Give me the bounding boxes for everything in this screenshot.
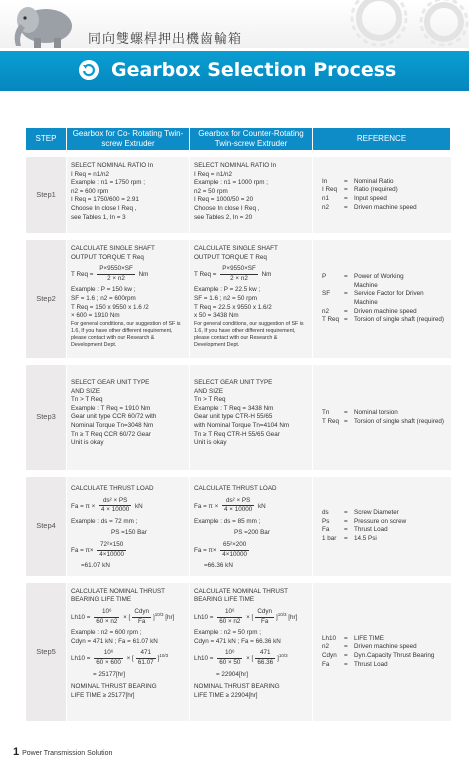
text-line: LIFE TIME ≥ 22904[hr] (194, 691, 258, 699)
text-line: see Tables 2, In = 20 (194, 213, 253, 221)
formula-lhs: Lh10 = (194, 655, 214, 663)
step-label: Step4 (26, 474, 67, 580)
text-line: Unit is okay (71, 439, 104, 447)
page-title: Gearbox Selection Process (111, 59, 397, 81)
step-label: Step2 (26, 237, 67, 362)
reference-item: n1 = Input speed (322, 195, 447, 204)
text-line: n2 = 600 rpm (71, 187, 109, 195)
table-row (26, 237, 451, 362)
text-line: Example : n2 = 600 rpm ; (71, 629, 142, 637)
text-line: Cdyn = 471 kN ; Fa = 66.36 kN (194, 637, 281, 645)
formula-denominator: 2 × n2 (107, 274, 125, 282)
formula-numerator: Cdyn (255, 608, 274, 618)
reference-item: Fa = Thrust Load (322, 526, 447, 535)
formula-lhs: T Req = (71, 270, 94, 278)
reference-item: Fa = Thrust Load (322, 661, 447, 670)
text-line: CALCULATE SINGLE SHAFT (194, 245, 278, 252)
elephant-logo-icon (6, 4, 84, 50)
text-line: with Nominal Torque Tn=4104 Nm (194, 421, 290, 429)
formula-denominator: 61.07 (137, 658, 154, 666)
lifetime-formula: Lh10 = $\frac{\text{10⁶}}{60 \times n2}$ × [ $\frac{\text{Cdyn}}{Fa}$ ]$^{10/3}$ [hr] (194, 607, 298, 625)
reference-item: SF = Service Factor for Driven Machine (322, 290, 424, 306)
formula-numerator: 10⁶ (217, 649, 242, 659)
formula-lhs: Fa = π × (194, 502, 219, 510)
text-line: T Req = 22.5 x 9550 x 1.6/2 (194, 303, 272, 311)
text-line: I Req = 1750/600 = 2.91 (71, 196, 139, 204)
formula-denominator: 4 × 10000 (224, 506, 253, 514)
reference-item: T Req = Torsion of single shaft (required) (322, 316, 447, 325)
text-line: Gear unit type CTR-H 55/65 (194, 413, 273, 421)
text-line: =61.07 kN (81, 562, 110, 570)
reference-key: In (322, 177, 328, 185)
formula-denominator: 60 × 600 (96, 658, 121, 666)
co-rotating-cell (67, 237, 190, 362)
formula-denominator: 66.36 (257, 658, 274, 666)
reference-item: Tn = Nominal torsion (322, 409, 447, 418)
reference-value: Torsion of single shaft (required) (354, 417, 444, 425)
reference-key: 1 bar (322, 534, 337, 542)
gear-pattern-icon (239, 0, 469, 50)
text-line: Example : n1 = 1750 rpm ; (71, 179, 146, 187)
column-header-step: STEP (26, 128, 67, 154)
formula-numerator: 10⁶ (217, 608, 242, 618)
reference-value: Torsion of single shaft (required) (354, 316, 444, 324)
reference-cell (313, 237, 451, 362)
reference-key: n2 (322, 203, 330, 211)
formula-denominator: Fa (137, 617, 146, 625)
text-line: Example : ds = 72 mm ; (71, 517, 138, 525)
reference-item: Cdyn = Dyn.Capacity Thrust Bearing (322, 652, 447, 661)
text-line: Tn ≥ T Req CTR-H 55/65 Gear (194, 430, 280, 438)
table-row (26, 474, 451, 580)
formula-numerator: 471 (136, 649, 156, 659)
formula-lhs: Fa = π × (71, 502, 96, 510)
step-label: Step3 (26, 362, 67, 474)
text-line: CALCULATE THRUST LOAD (194, 485, 277, 492)
torque-formula (71, 265, 185, 283)
text-line: Choose In close I Req , (71, 204, 137, 212)
page-number: 1 (13, 746, 20, 758)
reference-value: Thrust Load (354, 526, 388, 534)
selection-table (25, 127, 451, 721)
text-line: = 22904[hr] (216, 670, 249, 678)
text-line: Example : T Req = 3438 Nm (194, 404, 274, 412)
text-line: Gear unit type CCR 60/72 with (71, 413, 157, 421)
reference-item: n2 = Driven machine speed (322, 204, 447, 213)
reference-key: Ps (322, 517, 330, 525)
reference-value: Screw Diameter (354, 509, 399, 517)
text-line: Nominal Torque Tn=3048 Nm (71, 421, 154, 429)
formula-lhs: Fa = π× (194, 546, 217, 554)
lifetime-example: Lh10 = $\frac{\text{10⁶}}{60 \times 50}$ × [ $\frac{471}{66.36}$ ]$^{10/3}$ (194, 649, 288, 666)
reference-key: ds (322, 509, 329, 517)
co-rotating-cell (67, 362, 190, 474)
formula-unit: Nm (138, 270, 149, 278)
title-banner (0, 51, 469, 91)
text-line: I Req = n1/n2 (71, 170, 109, 178)
formula-denominator: 4 × 10000 (101, 506, 130, 514)
table-row (26, 154, 451, 237)
text-line: OUTPUT TORQUE T Req (71, 253, 144, 261)
text-line: Choose In close I Req , (194, 204, 260, 212)
text-line: I Req = n1/n2 (194, 170, 232, 178)
formula-unit: [hr] (288, 613, 298, 621)
formula-denominator: 60 × n2 (219, 617, 241, 625)
text-line: SF = 1.6 ; n2 = 600rpm (71, 294, 136, 302)
formula-denominator: 4×10000 (99, 550, 124, 558)
formula-lhs: Lh10 = (71, 613, 91, 621)
counter-rotating-cell (190, 474, 313, 580)
reference-key: T Req (322, 417, 340, 425)
text-line: I Req = 1000/50 = 20 (194, 196, 254, 204)
text-line: Example : n1 = 1000 rpm ; (194, 179, 269, 187)
formula-numerator: ds² × PS (222, 497, 254, 507)
text-line: PS =150 Bar (111, 529, 147, 537)
text-line: Example : P = 22.5 kw ; (194, 286, 261, 294)
formula-unit: [hr] (165, 613, 175, 621)
text-line: =66.36 kN (204, 562, 233, 570)
reference-value: LIFE TIME (354, 634, 384, 642)
text-line: AND SIZE (194, 387, 224, 395)
reference-item: In = Nominal Ratio (322, 178, 447, 187)
thrust-example (71, 541, 185, 559)
reference-item: n2 = Driven machine speed (322, 643, 447, 652)
formula-denominator: 2 × n2 (230, 274, 248, 282)
text-line: Tn > T Req (194, 396, 226, 404)
formula-lhs: Lh10 = (71, 655, 91, 663)
reference-key: Fa (322, 526, 330, 534)
co-rotating-cell (67, 154, 190, 237)
formula-numerator: Cdyn (132, 608, 151, 618)
text-line: Example : ds = 85 mm ; (194, 517, 261, 525)
reference-value: Pressure on screw (354, 517, 407, 525)
text-line: CALCULATE SINGLE SHAFT (71, 245, 155, 252)
text-line: T Req = 150 x 9550 x 1.6 /2 (71, 303, 149, 311)
column-header-co-rotating: Gearbox for Co- Rotating Twin-screw Extruder (67, 128, 190, 154)
text-line: Example : P = 150 kw ; (71, 286, 136, 294)
column-header-counter-rotating: Gearbox for Counter-Rotating Twin-screw Extruder (190, 128, 313, 154)
reference-item: n2 = Driven machine speed (322, 308, 447, 317)
reference-value: Driven machine speed (354, 203, 417, 211)
reference-value: 14.5 Psi (354, 534, 377, 542)
formula-numerator: 471 (255, 649, 275, 659)
sf-note: For general conditions, our suggestion of SF is 1.6, If you have other different requirement, please contact with our Research & Development Dept. (194, 320, 304, 348)
text-line: Example : n2 = 50 rpm ; (194, 629, 262, 637)
formula-unit: kN (135, 502, 143, 510)
formula-numerator: 65²×200 (220, 541, 249, 551)
reference-item: Lh10 = LIFE TIME (322, 635, 447, 644)
formula-denominator: 4×10000 (222, 550, 247, 558)
column-header-reference: REFERENCE (313, 128, 451, 154)
reference-key: I Req (322, 186, 338, 194)
reference-key: Lh10 (322, 634, 337, 642)
text-line: AND SIZE (71, 387, 101, 395)
step-label: Step5 (26, 579, 67, 721)
text-line: PS =200 Bar (234, 529, 270, 537)
reference-item: P = Power of Working Machine (322, 273, 447, 290)
reference-value: Driven machine speed (354, 307, 417, 315)
reference-key: Cdyn (322, 652, 337, 659)
table-header-row (26, 128, 451, 154)
reference-key: SF (322, 290, 331, 298)
text-line: SELECT GEAR UNIT TYPE (194, 379, 273, 386)
reference-value: Power of Working Machine (354, 273, 404, 289)
text-line: BEARING LIFE TIME (194, 596, 255, 604)
text-line: n2 = 50 rpm (194, 187, 228, 195)
page-footer (13, 746, 112, 758)
text-line: Example : T Req = 1910 Nm (71, 404, 151, 412)
reference-item: 1 bar = 14.5 Psi (322, 535, 447, 544)
text-line: CALCULATE NOMINAL THRUST (71, 587, 166, 595)
lifetime-example: Lh10 = $\frac{\text{10⁶}}{60 \times 600}$ × [ $\frac{471}{61.07}$ ]$^{10/3}$ (71, 649, 169, 666)
reference-item: T Req = Torsion of single shaft (required) (322, 418, 447, 427)
reference-value: Ratio (required) (354, 186, 398, 194)
formula-denominator: 60 × 50 (219, 658, 241, 666)
text-line: × 600 = 1910 Nm (71, 312, 120, 320)
rotate-arrow-icon (79, 60, 99, 80)
counter-rotating-cell (190, 237, 313, 362)
reference-cell (313, 579, 451, 721)
reference-key: n2 (322, 307, 330, 315)
reference-item: ds = Screw Diameter (322, 509, 447, 518)
text-line: = 25177[hr] (93, 670, 126, 678)
co-rotating-cell (67, 474, 190, 580)
reference-key: n1 (322, 195, 330, 202)
footer-text: Power Transmission Solution (22, 750, 113, 757)
reference-value: Service Factor for Driven Machine (354, 290, 424, 306)
formula-numerator: P×9550×SF (97, 265, 135, 275)
thrust-formula (71, 497, 185, 515)
text-line: SELECT NOMINAL RATIO In (71, 162, 154, 169)
formula-numerator: ds² × PS (99, 497, 131, 507)
text-line: SF = 1.6 ; n2 = 50 rpm (194, 294, 258, 302)
reference-item: Ps = Pressure on screw (322, 518, 447, 527)
reference-value: Dyn.Capacity Thrust Bearing (354, 652, 435, 659)
formula-unit: kN (258, 502, 266, 510)
table-row (26, 362, 451, 474)
reference-cell (313, 154, 451, 237)
formula-denominator: 60 × n2 (96, 617, 118, 625)
text-line: x 50 = 3438 Nm (194, 312, 239, 320)
reference-key: Tn (322, 408, 330, 416)
lifetime-formula: Lh10 = $\frac{\text{10⁶}}{60 \times n2}$ × [ $\frac{\text{Cdyn}}{Fa}$ ]$^{10/3}$ [hr] (71, 607, 175, 625)
text-line: OUTPUT TORQUE T Req (194, 253, 267, 261)
reference-value: Nominal Ratio (354, 177, 394, 185)
reference-cell (313, 474, 451, 580)
torque-formula (194, 265, 308, 283)
co-rotating-cell (67, 579, 190, 721)
formula-lhs: Fa = π× (71, 546, 94, 554)
text-line: NOMINAL THRUST BEARING (194, 683, 280, 691)
table-row (26, 579, 451, 721)
thrust-formula (194, 497, 308, 515)
formula-numerator: 10⁶ (94, 608, 119, 618)
counter-rotating-cell (190, 154, 313, 237)
counter-rotating-cell (190, 362, 313, 474)
formula-lhs: Lh10 = (194, 613, 214, 621)
text-line: Cdyn = 471 kN ; Fa = 61.07 kN (71, 637, 158, 645)
text-line: NOMINAL THRUST BEARING (71, 683, 157, 691)
reference-value: Driven machine speed (354, 643, 417, 651)
counter-rotating-cell (190, 579, 313, 721)
text-line: LIFE TIME ≥ 25177[hr] (71, 691, 135, 699)
formula-unit: Nm (261, 270, 272, 278)
sf-note: For general conditions, our suggestion of SF is 1.6, If you have other different requirement, please contact with our Research & Development Dept. (71, 320, 181, 348)
formula-numerator: P×9550×SF (220, 265, 258, 275)
reference-item: I Req = Ratio (required) (322, 186, 447, 195)
reference-value: Input speed (354, 195, 387, 202)
reference-key: n2 (322, 643, 330, 651)
reference-key: T Req (322, 316, 340, 324)
text-line: see Tables 1, In = 3 (71, 213, 126, 221)
text-line: Tn ≥ T Req CCR 60/72 Gear (71, 430, 151, 438)
reference-cell (313, 362, 451, 474)
formula-numerator: 72²×150 (97, 541, 126, 551)
reference-value: Thrust Load (354, 660, 388, 668)
reference-key: Fa (322, 660, 330, 668)
text-line: Unit is okay (194, 439, 227, 447)
text-line: CALCULATE THRUST LOAD (71, 485, 154, 492)
reference-key: P (322, 273, 327, 281)
text-line: SELECT GEAR UNIT TYPE (71, 379, 150, 386)
formula-denominator: Fa (260, 617, 269, 625)
reference-value: Nominal torsion (354, 408, 398, 416)
text-line: SELECT NOMINAL RATIO In (194, 162, 277, 169)
text-line: CALCULATE NOMINAL THRUST (194, 587, 289, 595)
formula-lhs: T Req = (194, 270, 217, 278)
formula-numerator: 10⁶ (94, 649, 123, 659)
text-line: BEARING LIFE TIME (71, 596, 132, 604)
text-line: Tn > T Req (71, 396, 103, 404)
chinese-title: 同向雙螺桿押出機齒輪箱 (88, 32, 243, 47)
thrust-example (194, 541, 308, 559)
step-label: Step1 (26, 154, 67, 237)
